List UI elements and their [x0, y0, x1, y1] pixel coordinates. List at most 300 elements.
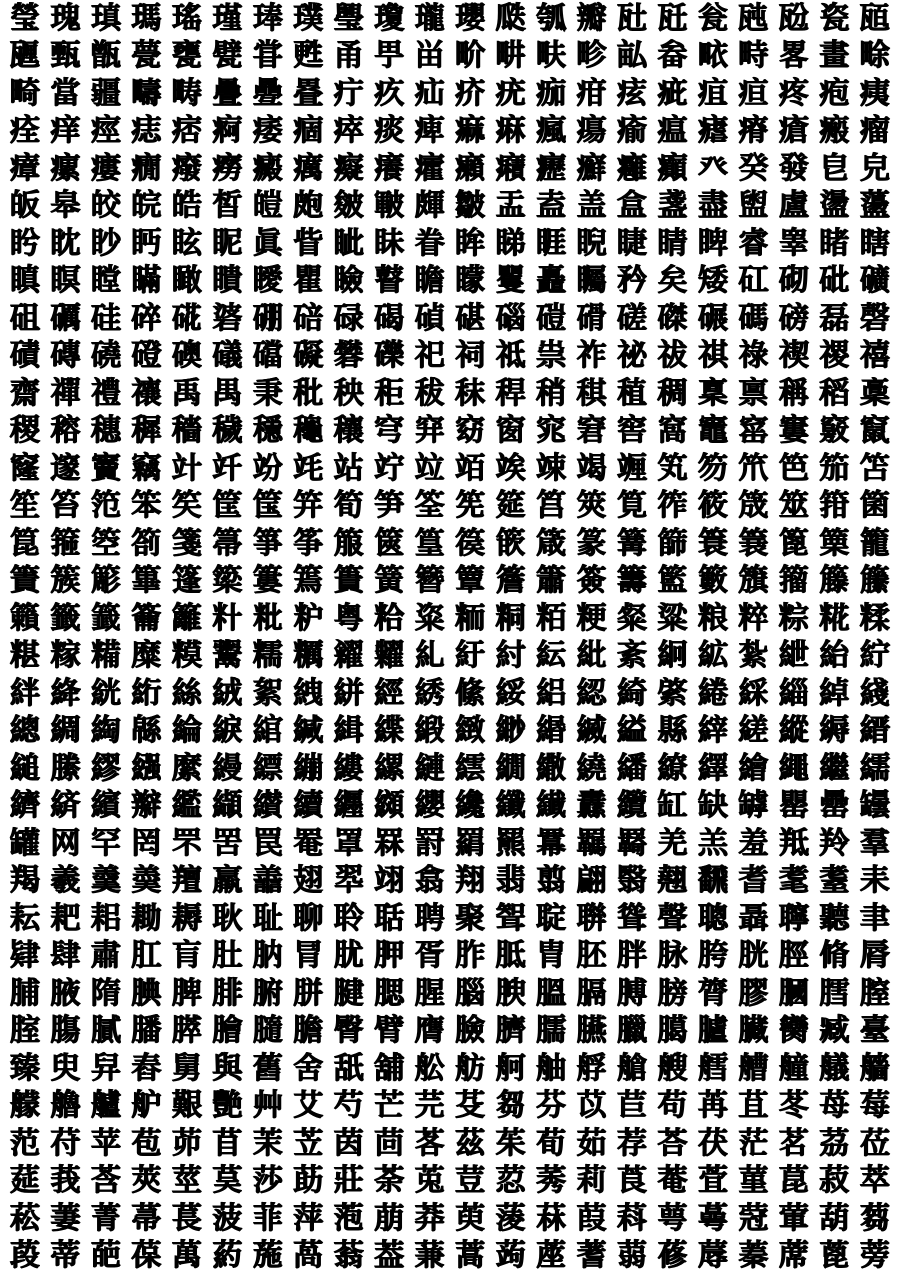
glyph-cell: 畉 [534, 38, 568, 74]
glyph-cell: 茘 [817, 1126, 851, 1162]
glyph-cell: 粫 [453, 601, 487, 637]
glyph-row [8, 1050, 892, 1088]
glyph-cell: 畩 [696, 38, 730, 74]
glyph-cell: 禹 [170, 376, 204, 412]
glyph-cell: 篝 [615, 526, 649, 562]
glyph-cell: 菲 [251, 1201, 285, 1237]
glyph-cell: 皈 [8, 188, 42, 224]
glyph-cell: 篳 [129, 563, 163, 599]
glyph-cell: 禀 [736, 376, 770, 412]
glyph-cell: 縒 [736, 713, 770, 749]
glyph-cell: 葭 [575, 1201, 609, 1237]
glyph-cell: 皸 [372, 188, 406, 224]
glyph-cell: 碾 [696, 301, 730, 337]
glyph-cell: 穡 [170, 413, 204, 449]
glyph-cell: 莎 [251, 1163, 285, 1199]
glyph-row [8, 150, 892, 188]
glyph-cell: 臻 [8, 1051, 42, 1087]
glyph-cell: 緘 [291, 713, 325, 749]
glyph-cell: 羚 [817, 826, 851, 862]
glyph-cell: 簷 [494, 563, 528, 599]
glyph-cell: 睹 [817, 226, 851, 262]
glyph-cell: 竈 [696, 413, 730, 449]
glyph-cell: 粽 [777, 601, 811, 637]
glyph-cell: 聘 [413, 901, 447, 937]
glyph-cell: 痃 [615, 76, 649, 112]
glyph-cell: 粐 [291, 601, 325, 637]
glyph-cell: 祠 [453, 338, 487, 374]
glyph-cell: 紆 [453, 638, 487, 674]
glyph-cell: 瓣 [575, 1, 609, 37]
glyph-row [8, 1163, 892, 1201]
glyph-cell: 磚 [48, 338, 82, 374]
glyph-cell: 癜 [251, 151, 285, 187]
glyph-cell: 罔 [129, 826, 163, 862]
glyph-cell: 艟 [777, 1051, 811, 1087]
glyph-cell: 瘤 [858, 113, 892, 149]
glyph-cell: 繖 [534, 751, 568, 787]
glyph-cell: 祓 [656, 338, 690, 374]
glyph-cell: 繧 [453, 751, 487, 787]
glyph-cell: 竭 [575, 451, 609, 487]
glyph-cell: 肚 [210, 938, 244, 974]
glyph-cell: 癸 [736, 151, 770, 187]
glyph-cell: 疥 [453, 76, 487, 112]
glyph-cell: 蒻 [615, 1238, 649, 1274]
glyph-cell: 瘰 [48, 151, 82, 187]
glyph-cell: 癲 [656, 151, 690, 187]
glyph-cell: 疂 [291, 76, 325, 112]
glyph-cell: 纛 [575, 788, 609, 824]
glyph-cell: 胖 [615, 938, 649, 974]
glyph-row [8, 563, 892, 601]
glyph-cell: 絆 [8, 676, 42, 712]
glyph-cell: 苙 [291, 1126, 325, 1162]
glyph-cell: 祟 [534, 338, 568, 374]
glyph-cell: 籃 [656, 563, 690, 599]
glyph-cell: 籤 [48, 601, 82, 637]
glyph-cell: 膓 [48, 1013, 82, 1049]
glyph-cell: 繚 [656, 751, 690, 787]
glyph-cell: 發 [777, 151, 811, 187]
glyph-cell: 莉 [575, 1163, 609, 1199]
glyph-cell: 瓷 [817, 1, 851, 37]
glyph-cell: 臚 [696, 1013, 730, 1049]
glyph-cell: 茫 [736, 1126, 770, 1162]
glyph-cell: 舁 [89, 1051, 123, 1087]
glyph-cell: 茗 [777, 1126, 811, 1162]
glyph-cell: 翡 [494, 863, 528, 899]
glyph-cell: 缺 [696, 788, 730, 824]
glyph-cell: 硼 [251, 301, 285, 337]
glyph-cell: 瘴 [8, 151, 42, 187]
glyph-cell: 竡 [453, 451, 487, 487]
glyph-cell: 艷 [210, 1088, 244, 1124]
glyph-cell: 腋 [48, 976, 82, 1012]
glyph-cell: 苟 [656, 1088, 690, 1124]
glyph-cell: 碣 [372, 301, 406, 337]
glyph-cell: 莪 [48, 1163, 82, 1199]
glyph-cell: 蓐 [696, 1238, 730, 1274]
glyph-cell: 秧 [332, 376, 366, 412]
glyph-cell: 萵 [291, 1238, 325, 1274]
glyph-cell: 膣 [858, 976, 892, 1012]
glyph-cell: 箝 [817, 488, 851, 524]
glyph-cell: 絣 [332, 676, 366, 712]
glyph-cell: 瞿 [291, 263, 325, 299]
glyph-cell: 癪 [494, 151, 528, 187]
glyph-cell: 膽 [291, 1013, 325, 1049]
glyph-cell: 蒂 [48, 1238, 82, 1274]
glyph-cell: 瞎 [858, 226, 892, 262]
glyph-cell: 胄 [534, 938, 568, 974]
glyph-cell: 荀 [534, 1126, 568, 1162]
glyph-cell: 粲 [615, 601, 649, 637]
glyph-cell: 羹 [89, 863, 123, 899]
glyph-cell: 篆 [575, 526, 609, 562]
glyph-cell: 糯 [251, 638, 285, 674]
glyph-cell: 簪 [413, 563, 447, 599]
glyph-cell: 苳 [777, 1088, 811, 1124]
glyph-cell: 筥 [534, 488, 568, 524]
glyph-cell: 糴 [332, 638, 366, 674]
glyph-cell: 禊 [777, 338, 811, 374]
glyph-cell: 脣 [858, 938, 892, 974]
glyph-cell: 繼 [817, 751, 851, 787]
glyph-cell: 縊 [615, 713, 649, 749]
glyph-cell: 箒 [210, 526, 244, 562]
glyph-cell: 碆 [210, 301, 244, 337]
glyph-cell: 瓲 [736, 1, 770, 37]
glyph-cell: 葩 [89, 1238, 123, 1274]
glyph-cell: 筍 [332, 488, 366, 524]
glyph-cell: 萸 [453, 1201, 487, 1237]
glyph-cell: 竢 [494, 451, 528, 487]
glyph-cell: 瞻 [413, 263, 447, 299]
glyph-cell: 筱 [696, 488, 730, 524]
glyph-cell: 畚 [656, 38, 690, 74]
glyph-cell: 肄 [8, 938, 42, 974]
glyph-cell: 穽 [413, 413, 447, 449]
glyph-cell: 胛 [372, 938, 406, 974]
glyph-cell: 簀 [8, 563, 42, 599]
glyph-cell: 穰 [332, 413, 366, 449]
glyph-cell: 眸 [453, 226, 487, 262]
glyph-cell: 祕 [615, 338, 649, 374]
glyph-cell: 磬 [858, 301, 892, 337]
glyph-cell: 穩 [251, 413, 285, 449]
glyph-cell: 臠 [777, 1013, 811, 1049]
glyph-cell: 畸 [8, 76, 42, 112]
glyph-cell: 禺 [210, 376, 244, 412]
glyph-cell: 蓆 [777, 1238, 811, 1274]
glyph-cell: 荼 [372, 1163, 406, 1199]
glyph-cell: 茣 [210, 1163, 244, 1199]
glyph-cell: 笊 [736, 451, 770, 487]
glyph-cell: 盍 [534, 188, 568, 224]
glyph-cell: 縉 [858, 713, 892, 749]
glyph-cell: 腦 [453, 976, 487, 1012]
glyph-cell: 莢 [129, 1163, 163, 1199]
glyph-cell: 羃 [534, 826, 568, 862]
glyph-cell: 臉 [453, 1013, 487, 1049]
glyph-cell: 臀 [332, 1013, 366, 1049]
glyph-cell: 艨 [8, 1088, 42, 1124]
glyph-cell: 箙 [332, 526, 366, 562]
glyph-cell: 苹 [89, 1126, 123, 1162]
glyph-cell: 蒡 [858, 1238, 892, 1274]
glyph-cell: 葆 [129, 1238, 163, 1274]
glyph-cell: 竍 [170, 451, 204, 487]
glyph-cell: 笂 [656, 451, 690, 487]
glyph-cell: 繆 [89, 751, 123, 787]
glyph-cell: 莟 [89, 1163, 123, 1199]
glyph-cell: 簇 [48, 563, 82, 599]
glyph-cell: 磔 [656, 301, 690, 337]
glyph-cell: 皺 [453, 188, 487, 224]
glyph-cell: 緜 [129, 713, 163, 749]
glyph-cell: 磧 [8, 338, 42, 374]
glyph-cell: 竝 [413, 451, 447, 487]
glyph-cell: 繹 [696, 751, 730, 787]
glyph-cell: 籥 [129, 601, 163, 637]
glyph-cell: 芟 [453, 1088, 487, 1124]
glyph-cell: 罐 [8, 826, 42, 862]
glyph-cell: 葹 [251, 1238, 285, 1274]
glyph-cell: 總 [8, 713, 42, 749]
glyph-cell: 睇 [494, 226, 528, 262]
glyph-cell: 盪 [817, 188, 851, 224]
glyph-cell: 眥 [291, 226, 325, 262]
glyph-cell: 疇 [129, 76, 163, 112]
glyph-cell: 紮 [736, 638, 770, 674]
glyph-cell: 笆 [777, 451, 811, 487]
glyph-cell: 絨 [210, 676, 244, 712]
glyph-cell: 皹 [413, 188, 447, 224]
glyph-cell: 纎 [534, 788, 568, 824]
glyph-cell: 罅 [736, 788, 770, 824]
glyph-cell: 笶 [170, 488, 204, 524]
glyph-cell: 皴 [332, 188, 366, 224]
glyph-cell: 縅 [575, 713, 609, 749]
glyph-cell: 畄 [413, 38, 447, 74]
glyph-cell: 磑 [534, 301, 568, 337]
glyph-cell: 瞽 [372, 263, 406, 299]
glyph-cell: 艀 [575, 1051, 609, 1087]
glyph-cell: 甑 [89, 38, 123, 74]
glyph-cell: 簽 [575, 563, 609, 599]
glyph-cell: 芻 [494, 1088, 528, 1124]
glyph-cell: 碪 [453, 301, 487, 337]
glyph-cell: 緤 [372, 713, 406, 749]
glyph-cell: 縣 [656, 713, 690, 749]
glyph-cell: 飜 [696, 863, 730, 899]
glyph-cell: 縵 [210, 751, 244, 787]
glyph-cell: 綮 [656, 676, 690, 712]
glyph-row [8, 113, 892, 151]
glyph-cell: 痣 [129, 113, 163, 149]
glyph-cell: 磊 [817, 301, 851, 337]
glyph-cell: 綛 [575, 676, 609, 712]
glyph-cell: 璺 [332, 1, 366, 37]
glyph-row [8, 638, 892, 676]
glyph-cell: 胼 [291, 976, 325, 1012]
glyph-cell: 緕 [48, 788, 82, 824]
glyph-cell: 竇 [89, 451, 123, 487]
glyph-cell: 聢 [534, 901, 568, 937]
glyph-cell: 臟 [736, 1013, 770, 1049]
glyph-cell: 稷 [8, 413, 42, 449]
glyph-cell: 繞 [575, 751, 609, 787]
glyph-cell: 簧 [372, 563, 406, 599]
glyph-cell: 莵 [413, 1163, 447, 1199]
glyph-cell: 穢 [210, 413, 244, 449]
glyph-cell: 紲 [777, 638, 811, 674]
glyph-cell: 睚 [534, 226, 568, 262]
glyph-cell: 筵 [494, 488, 528, 524]
glyph-cell: 罟 [210, 826, 244, 862]
glyph-cell: 臧 [817, 1013, 851, 1049]
glyph-cell: 矼 [736, 263, 770, 299]
glyph-cell: 舸 [494, 1051, 528, 1087]
glyph-cell: 莊 [332, 1163, 366, 1199]
glyph-cell: 盖 [575, 188, 609, 224]
glyph-cell: 罩 [332, 826, 366, 862]
glyph-cell: 痂 [534, 76, 568, 112]
glyph-row [8, 450, 892, 488]
glyph-cell: 絋 [696, 638, 730, 674]
glyph-cell: 礑 [251, 338, 285, 374]
glyph-cell: 舊 [251, 1051, 285, 1087]
glyph-cell: 笘 [858, 451, 892, 487]
glyph-cell: 籏 [736, 563, 770, 599]
glyph-cell: 續 [291, 788, 325, 824]
glyph-cell: 疊 [210, 76, 244, 112]
glyph-cell: 疆 [89, 76, 123, 112]
glyph-cell: 穹 [372, 413, 406, 449]
glyph-cell: 稍 [534, 376, 568, 412]
glyph-cell: 紿 [817, 638, 851, 674]
glyph-cell: 繽 [89, 788, 123, 824]
glyph-cell: 筐 [210, 488, 244, 524]
glyph-cell: 甍 [129, 38, 163, 74]
glyph-cell: 痒 [48, 113, 82, 149]
glyph-row [8, 1125, 892, 1163]
glyph-cell: 臈 [656, 1013, 690, 1049]
glyph-cell: 粃 [251, 601, 285, 637]
glyph-cell: 舖 [372, 1051, 406, 1087]
glyph-cell: 蒹 [413, 1238, 447, 1274]
glyph-cell: 舂 [129, 1051, 163, 1087]
glyph-cell: 菴 [656, 1163, 690, 1199]
glyph-cell: 罸 [413, 826, 447, 862]
glyph-cell: 稠 [656, 376, 690, 412]
glyph-cell: 羯 [8, 863, 42, 899]
glyph-cell: 筧 [615, 488, 649, 524]
glyph-cell: 菁 [89, 1201, 123, 1237]
glyph-cell: 疱 [817, 76, 851, 112]
glyph-cell: 繝 [494, 751, 528, 787]
glyph-cell: 筅 [453, 488, 487, 524]
glyph-cell: 畤 [736, 38, 770, 74]
glyph-row [8, 750, 892, 788]
glyph-cell: 艝 [696, 1051, 730, 1087]
glyph-cell: 碚 [291, 301, 325, 337]
glyph-cell: 綵 [736, 676, 770, 712]
glyph-cell: 痰 [372, 113, 406, 149]
glyph-cell: 痾 [210, 113, 244, 149]
glyph-cell: 矜 [615, 263, 649, 299]
glyph-cell: 聨 [575, 901, 609, 937]
glyph-cell: 礬 [332, 338, 366, 374]
glyph-cell: 膰 [129, 1013, 163, 1049]
glyph-cell: 箜 [89, 526, 123, 562]
glyph-cell: 瘡 [777, 113, 811, 149]
glyph-cell: 羝 [777, 826, 811, 862]
glyph-cell: 絏 [291, 676, 325, 712]
glyph-cell: 經 [372, 676, 406, 712]
glyph-cell: 碯 [494, 301, 528, 337]
glyph-cell: 甕 [170, 38, 204, 74]
glyph-cell: 祀 [413, 338, 447, 374]
glyph-row [8, 863, 892, 901]
glyph-cell: 瞞 [129, 263, 163, 299]
glyph-cell: 齋 [8, 376, 42, 412]
glyph-cell: 耄 [777, 863, 811, 899]
glyph-cell: 眄 [129, 226, 163, 262]
glyph-cell: 筺 [251, 488, 285, 524]
glyph-cell: 瘉 [615, 113, 649, 149]
glyph-cell: 粮 [696, 601, 730, 637]
glyph-cell: 筰 [656, 488, 690, 524]
glyph-cell: 苡 [575, 1088, 609, 1124]
glyph-cell: 籐 [817, 563, 851, 599]
glyph-cell: 舫 [453, 1051, 487, 1087]
glyph-cell: 璞 [291, 1, 325, 37]
glyph-cell: 羇 [615, 826, 649, 862]
glyph-cell: 纔 [453, 788, 487, 824]
glyph-cell: 瘧 [696, 113, 730, 149]
glyph-cell: 綣 [696, 676, 730, 712]
glyph-cell: 痳 [494, 113, 528, 149]
glyph-cell: 艙 [615, 1051, 649, 1087]
glyph-cell: 疚 [372, 76, 406, 112]
glyph-cell: 絽 [534, 676, 568, 712]
glyph-cell: 畍 [453, 38, 487, 74]
glyph-cell: 穉 [129, 413, 163, 449]
glyph-cell: 篷 [170, 563, 204, 599]
glyph-cell: 稘 [575, 376, 609, 412]
glyph-cell: 眷 [413, 226, 447, 262]
glyph-cell: 胝 [494, 938, 528, 974]
glyph-cell: 竚 [372, 451, 406, 487]
glyph-cell: 糢 [170, 638, 204, 674]
glyph-cell: 籖 [89, 601, 123, 637]
glyph-cell: 癨 [413, 151, 447, 187]
glyph-cell: 脯 [8, 976, 42, 1012]
glyph-cell: 腆 [129, 976, 163, 1012]
glyph-cell: 耡 [129, 901, 163, 937]
glyph-cell: 眈 [48, 226, 82, 262]
glyph-cell: 聟 [494, 901, 528, 937]
glyph-cell: 眩 [170, 226, 204, 262]
glyph-cell: 繻 [858, 751, 892, 787]
glyph-cell: 萠 [372, 1201, 406, 1237]
glyph-cell: 簣 [332, 563, 366, 599]
glyph-cell: 舐 [332, 1051, 366, 1087]
glyph-cell: 硴 [170, 301, 204, 337]
glyph-cell: 癘 [291, 151, 325, 187]
